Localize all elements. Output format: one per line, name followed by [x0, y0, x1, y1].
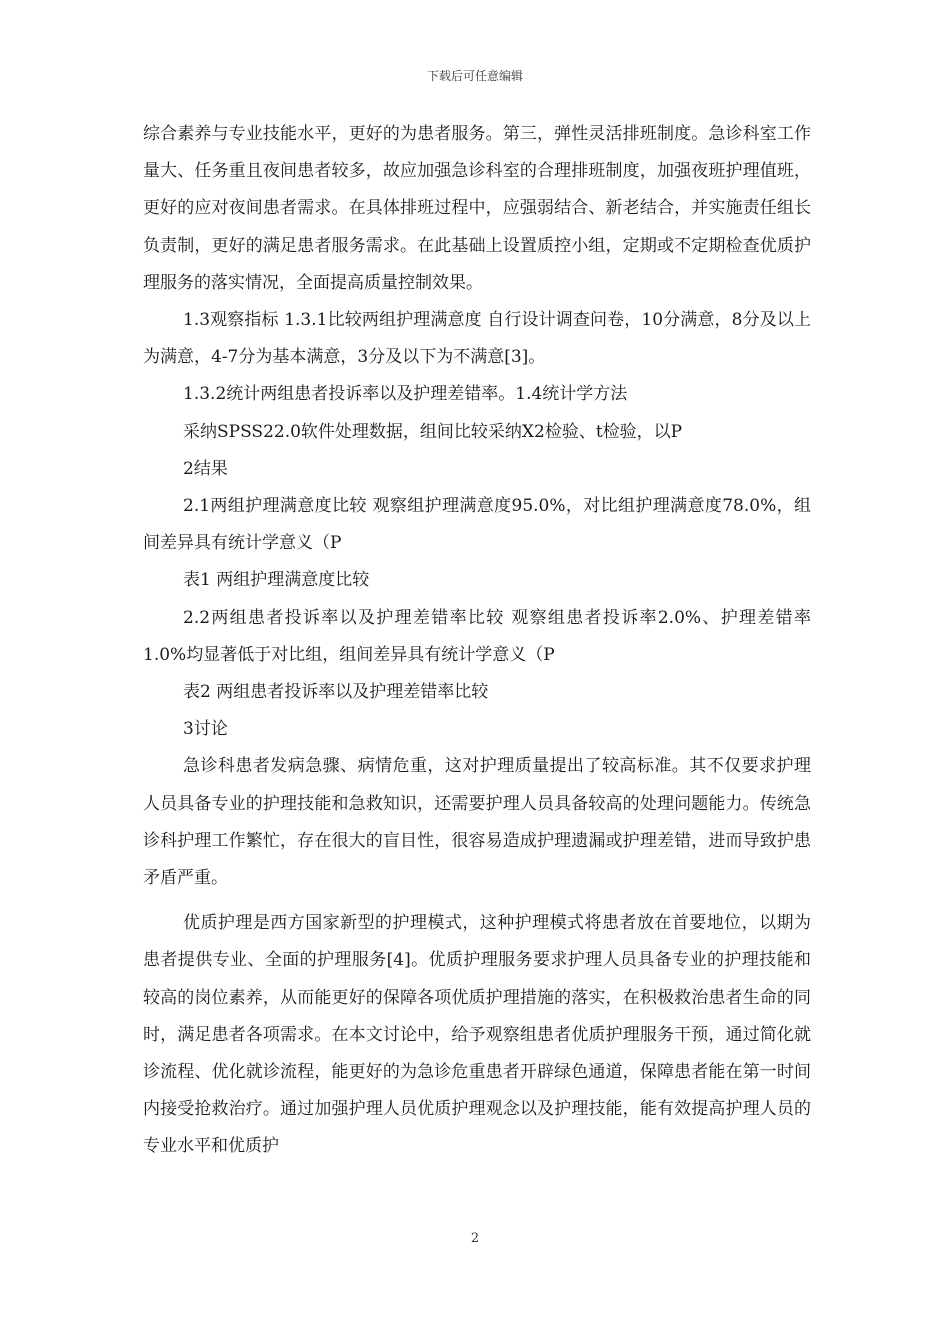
paragraph-result-satisfaction: 2.1两组护理满意度比较 观察组护理满意度95.0%，对比组护理满意度78.0%，组间差异具有统计学意义（P [143, 496, 811, 554]
paragraph-observation-index: 1.3观察指标 1.3.1比较两组护理满意度 自行设计调查问卷，10分满意，8分及以上为满意，4-7分为基本满意，3分及以下为不满意[3]。 [143, 310, 811, 368]
paragraph-scheduling: 综合素养与专业技能水平，更好的为患者服务。第三，弹性灵活排班制度。急诊科室工作量大、任务重且夜间患者较多，故应加强急诊科室的合理排班制度，加强夜班护理值班，更好的应对夜间患者需求。在具体排班过程中，应强弱结合、新老结合，并实施责任组长负责制，更好的满足患者服务需求。在此基础上设置质控小组，定期或不定期检查优质护理服务的落实情况，全面提高质量控制效果。 [143, 124, 811, 293]
paragraph-discussion-quality-care: 优质护理是西方国家新型的护理模式，这种护理模式将患者放在首要地位，以期为患者提供专业、全面的护理服务[4]。优质护理服务要求护理人员具备专业的护理技能和较高的岗位素养，从而能更好的保障各项优质护理措施的落实，在积极救治患者生命的同时，满足患者各项需求。在本文讨论中，给予观察组患者优质护理服务干预，通过简化就诊流程、优化就诊流程，能更好的为急诊危重患者开辟绿色通道，保障患者能在第一时间内接受抢救治疗。通过加强护理人员优质护理观念以及护理技能，能有效提高护理人员的专业水平和优质护 [143, 913, 811, 1157]
paragraph-statistics-method: 采纳SPSS22.0软件处理数据，组间比较采纳X2检验、t检验，以P [183, 421, 683, 442]
page-number: 2 [470, 1231, 480, 1246]
page-header: 下载后可任意编辑 [426, 69, 523, 83]
section-heading-discussion: 3讨论 [183, 719, 228, 740]
table-caption-2: 表2 两组患者投诉率以及护理差错率比较 [183, 682, 489, 703]
paragraph-discussion-emergency: 急诊科患者发病急骤、病情危重，这对护理质量提出了较高标准。其不仅要求护理人员具备专业的护理技能和急救知识，还需要护理人员具备较高的处理问题能力。传统急诊科护理工作繁忙，存在很大的盲目性，很容易造成护理遗漏或护理差错，进而导致护患矛盾严重。 [143, 756, 811, 889]
section-heading-results: 2结果 [183, 458, 228, 479]
paragraph-result-complaints: 2.2两组患者投诉率以及护理差错率比较 观察组患者投诉率2.0%、护理差错率1.0%均显著低于对比组，组间差异具有统计学意义（P [143, 607, 811, 665]
table-caption-1: 表1 两组护理满意度比较 [183, 570, 370, 591]
body-text [143, 116, 811, 1166]
paragraph-complaint-rate: 1.3.2统计两组患者投诉率以及护理差错率。1.4统计学方法 [183, 384, 628, 405]
